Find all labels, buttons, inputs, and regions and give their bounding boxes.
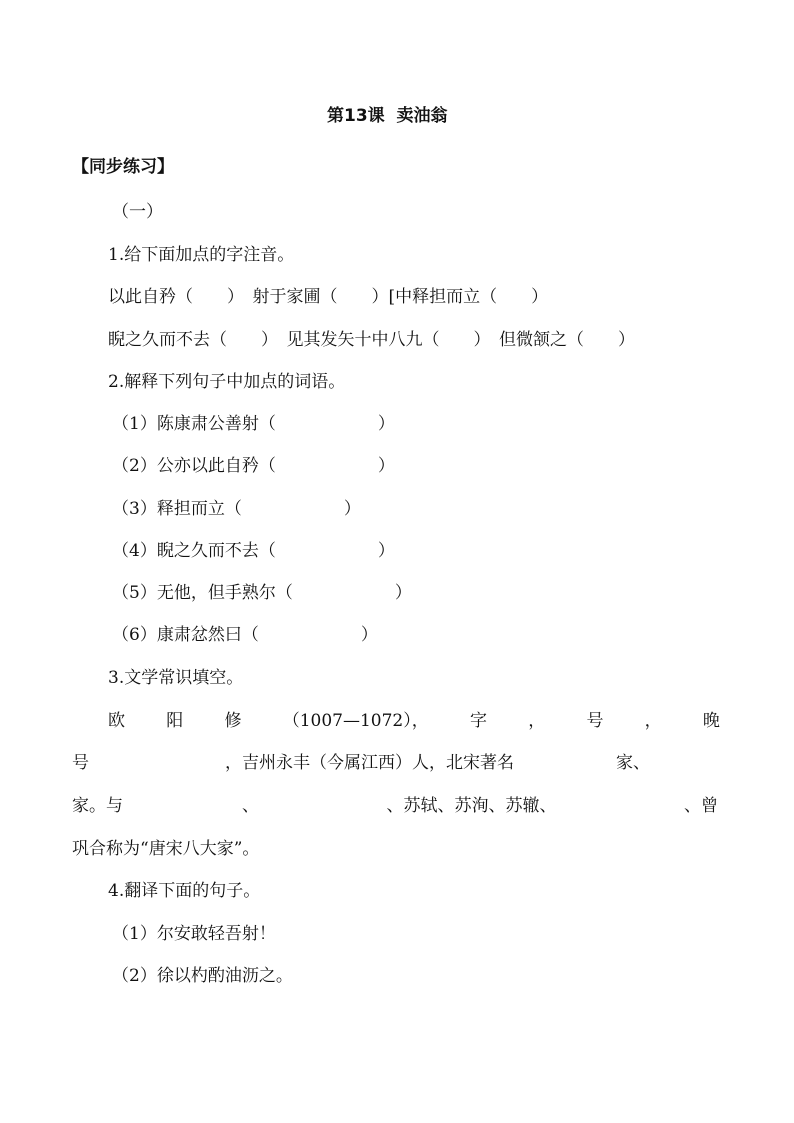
question-1-row-2: 睨之久而不去（ ） 见其发矢十中八九（ ） 但微颔之（ ）	[108, 330, 635, 350]
q3-word: 晚	[702, 711, 720, 731]
question-1-row-1: 以此自矜（ ） 射于家圃（ ）[中释担而立（ ）	[108, 287, 549, 307]
question-2-item-6: （6）康肃忿然曰（ ）	[112, 625, 378, 645]
question-3-prompt: 3.文学常识填空。	[108, 668, 244, 688]
question-4-item-1: （1）尔安敢轻吾射！	[112, 924, 276, 944]
question-2-item-2: （2）公亦以此自矜（ ）	[112, 456, 395, 476]
q3-word: ，	[528, 711, 546, 731]
question-4-prompt: 4.翻译下面的句子。	[108, 881, 261, 901]
page-title: 第13课 卖油翁	[327, 106, 448, 126]
question-2-item-5: （5）无他，但手熟尔（ ）	[112, 583, 412, 603]
question-1-prompt: 1.给下面加点的字注音。	[108, 245, 295, 265]
section-label: 【同步练习】	[72, 157, 174, 177]
question-3-line-2: 号 ，吉州永丰（今属江西）人，北宋著名 家、	[72, 753, 650, 773]
q3-word: 修	[224, 711, 242, 731]
question-2-item-1: （1）陈康肃公善射（ ）	[112, 414, 395, 434]
q3-word: 欧	[108, 711, 125, 731]
question-3-line-3: 家。与 、 、苏轼、苏洵、苏辙、 、曾	[72, 796, 718, 816]
q3-word: 阳	[166, 711, 184, 731]
q3-word: 字	[469, 711, 487, 731]
question-3-line-4: 巩合称为“唐宋八大家”。	[72, 839, 260, 859]
q3-word: ，	[644, 711, 662, 731]
part-one-heading: （一）	[112, 202, 163, 222]
question-3-line-1	[108, 710, 720, 732]
question-2-prompt: 2.解释下列句子中加点的词语。	[108, 372, 346, 392]
q3-word: （1007—1072），	[282, 711, 429, 731]
question-2-item-4: （4）睨之久而不去（ ）	[112, 541, 395, 561]
q3-word: 号	[586, 711, 604, 731]
question-2-item-3: （3）释担而立（ ）	[112, 499, 361, 519]
question-4-item-2: （2）徐以杓酌油沥之。	[112, 966, 293, 986]
